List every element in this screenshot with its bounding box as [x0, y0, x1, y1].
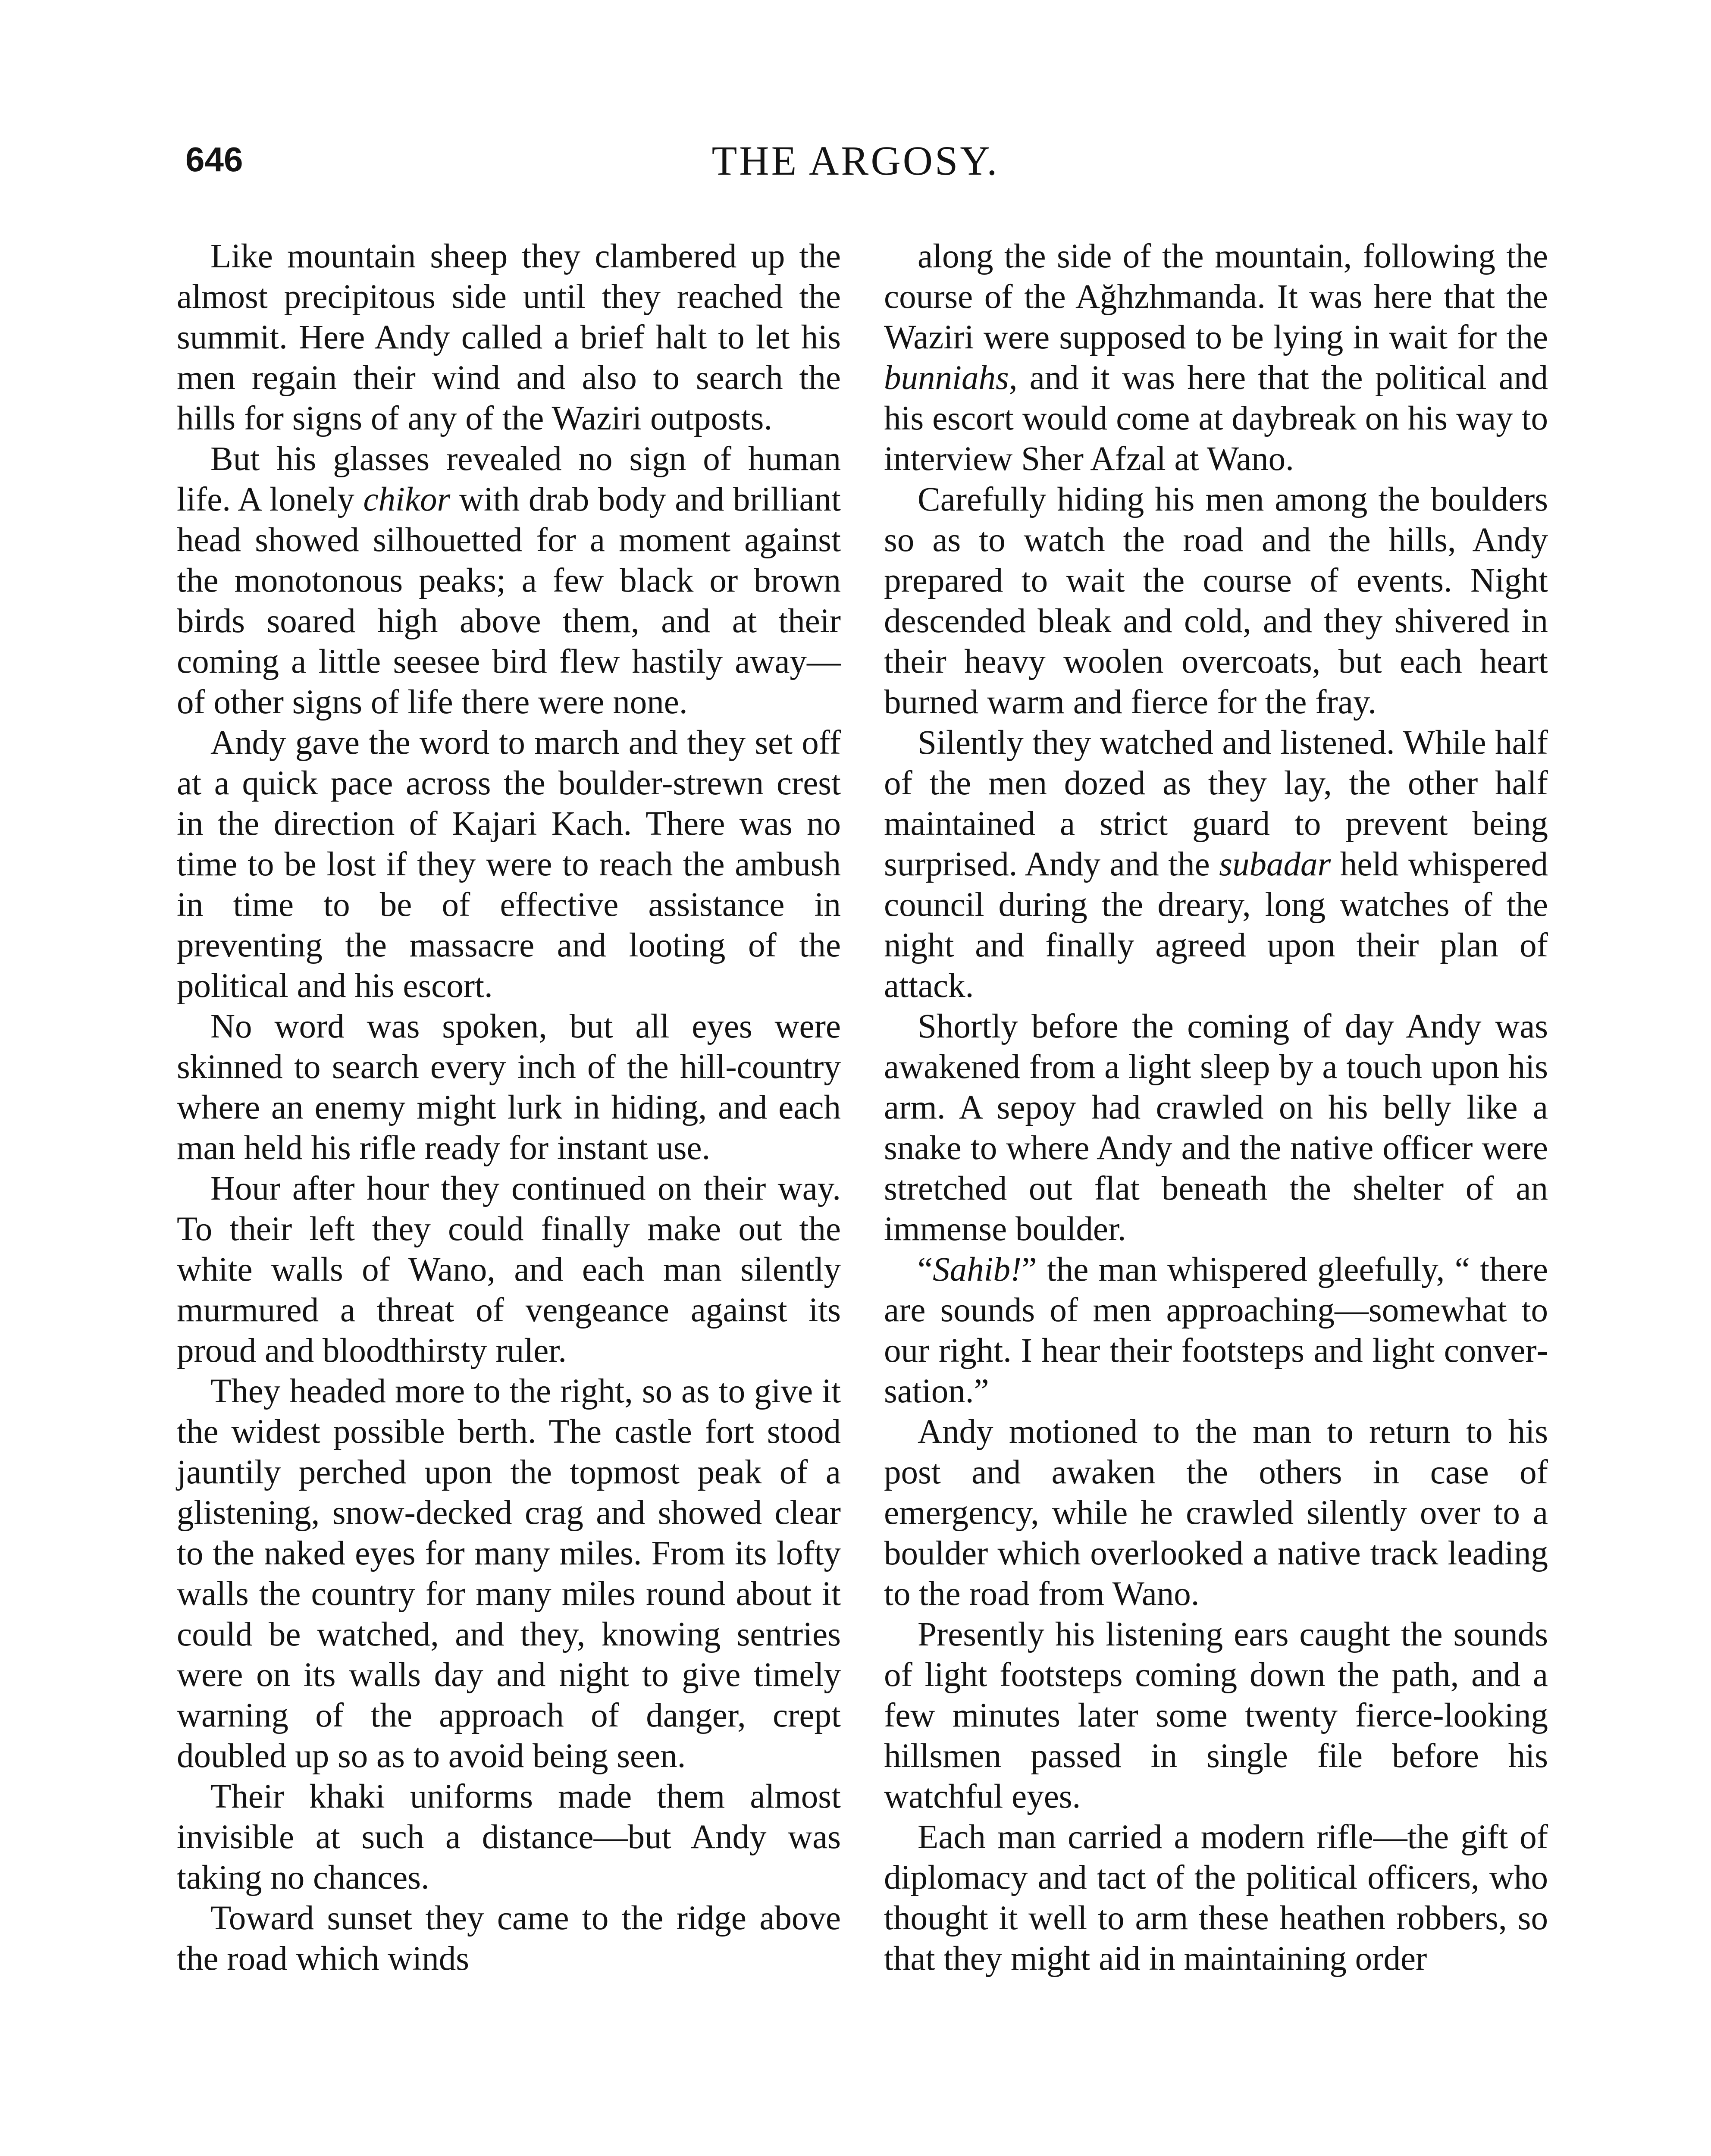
paragraph: Presently his listening ears caught the sounds of light footsteps coming down the path, and a few minutes later some twenty fierce-looking hillsmen passed in single file before his watchful eyes. [884, 1616, 1548, 1815]
italic-term: Sahib! [933, 1251, 1022, 1288]
paragraph: Like mountain sheep they clambered up the almost precipitous side until they reached the summit. Here Andy called a brief halt to let his men regain their wind and also to search the hills for signs of any of the Waziri outposts. [177, 238, 841, 437]
page-number: 646 [185, 140, 243, 179]
paragraph: Silently they watched and listened. While half of the men dozed as they lay, the other half maintained a strict guard to prevent being surprised. Andy and the subadar held whispered council during the dreary, long watches of the night and finally agreed upon their plan of attack. [884, 724, 1548, 1005]
running-head: THE ARGOSY. [711, 138, 1000, 184]
italic-term: bunniahs, [884, 359, 1018, 397]
paragraph: Andy gave the word to march and they set off at a quick pace across the boulder-strewn crest in the direction of Kajari Kach. There was no time to be lost if they were to reach the ambush in time to be of effective assistance in preventing the massacre and looting of the political and his escort. [177, 724, 841, 1005]
italic-term: chikor [363, 481, 451, 518]
paragraph: Each man carried a modern rifle—the gift of diplomacy and tact of the political officers, who thought it well to arm these heathen robbers, so that they might aid in maintaining order [884, 1818, 1548, 1977]
left-column [177, 236, 841, 1979]
paragraph: They headed more to the right, so as to give it the widest possible berth. The castle fort stood jauntily perched upon the topmost peak of a glistening, snow-decked crag and showed clear to the naked eyes for many miles. From its lofty walls the country for many miles round about it could be watched, and they, knowing sentries were on its walls day and night to give timely warning of the approach of danger, crept doubled up so as to avoid being seen. [177, 1373, 841, 1775]
paragraph: Carefully hiding his men among the boulders so as to watch the road and the hills, Andy prepared to wait the course of events. Night descended bleak and cold, and they shivered in their heavy woolen overcoats, but each heart burned warm and fierce for the fray. [884, 481, 1548, 721]
paragraph: But his glasses revealed no sign of human life. A lonely chikor with drab body and brilliant head showed silhouetted for a moment against the monotonous peaks; a few black or brown birds soared high above them, and at their coming a little seesee bird flew hastily away—of other signs of life there were none. [177, 440, 841, 721]
paragraph: “Sahib!” the man whispered gleefully, “ there are sounds of men approaching—somewhat to our right. I hear their footsteps and light conversation.” [884, 1251, 1548, 1410]
paragraph: Toward sunset they came to the ridge above the road which winds [177, 1899, 841, 1977]
right-column [884, 236, 1548, 1979]
page-header [0, 0, 1711, 224]
paragraph: Their khaki uniforms made them almost invisible at such a distance—but Andy was taking no chances. [177, 1778, 841, 1896]
paragraph: Hour after hour they continued on their way. To their left they could finally make out the white walls of Wano, and each man silently murmured a threat of vengeance against its proud and bloodthirsty ruler. [177, 1170, 841, 1369]
paragraph: Shortly before the coming of day Andy was awakened from a light sleep by a touch upon his arm. A sepoy had crawled on his belly like a snake to where Andy and the native officer were stretched out flat beneath the shelter of an immense boulder. [884, 1008, 1548, 1248]
paragraph: along the side of the mountain, following the course of the Ağhzhmanda. It was here that the Waziri were supposed to be lying in wait for the bunniahs, and it was here that the political and his escort would come at daybreak on his way to interview Sher Afzal at Wano. [884, 238, 1548, 478]
paragraph: No word was spoken, but all eyes were skinned to search every inch of the hill-country where an enemy might lurk in hiding, and each man held his rifle ready for instant use. [177, 1008, 841, 1167]
paragraph: Andy motioned to the man to return to his post and awaken the others in case of emergency, while he crawled silently over to a boulder which overlooked a native track leading to the road from Wano. [884, 1413, 1548, 1613]
italic-term: subadar [1219, 846, 1331, 883]
